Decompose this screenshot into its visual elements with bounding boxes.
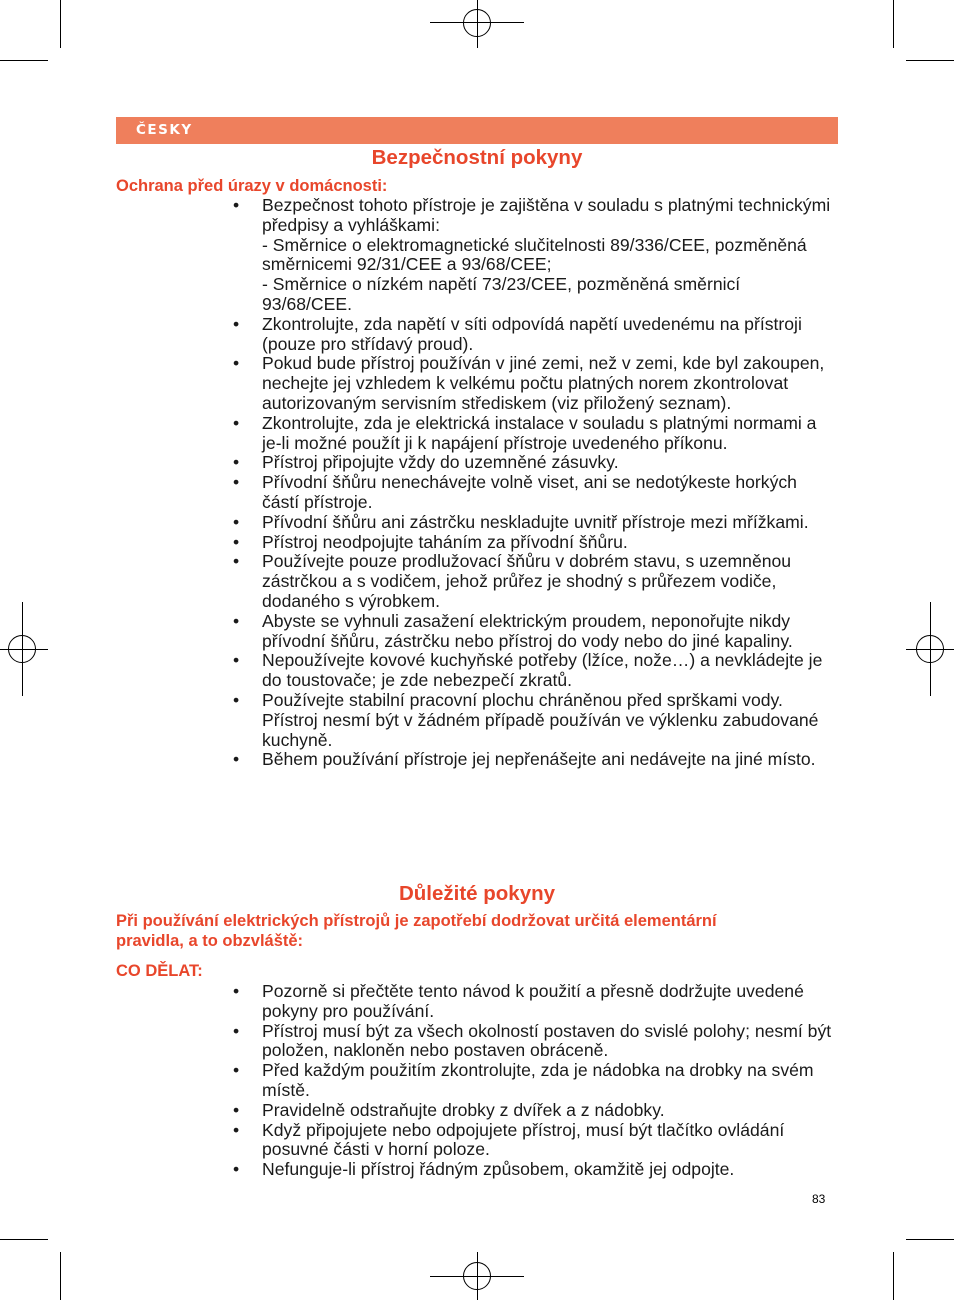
bullet-icon: • [233,749,240,770]
list-item [233,533,833,553]
bullet-icon: • [233,1119,240,1140]
language-label: ČESKY [136,122,193,138]
bullet-icon: • [233,981,240,1001]
list-item [233,1121,833,1161]
list-item-text: Používejte stabilní pracovní plochu chráněnou před sprškami vody. Přístroj nesmí být v žádném případě používán ve výklenku zabudované kuchyně. [262,689,819,750]
bullet-icon: • [233,452,240,473]
bullet-icon: • [233,353,240,374]
list-item [233,196,833,315]
list-item-text: Přístroj připojujte vždy do uzemněné zásuvky. [262,452,619,473]
page-number: 83 [812,1192,826,1206]
bullet-icon: • [233,531,240,552]
list-item [233,1022,833,1062]
list-item-text: Před každým použitím zkontrolujte, zda je nádobka na drobky na svém místě. [262,1060,814,1100]
bullet-icon: • [233,551,240,572]
list-item-text: Používejte pouze prodlužovací šňůru v dobrém stavu, s uzemněnou zástrčkou a s vodičem, jehož průřez je shodný s průřezem vodiče, dodaného s výrobkem. [262,551,792,611]
list-item-text: Když připojujete nebo odpojujete přístroj, musí být tlačítko ovládání posuvné části v horní poloze. [262,1119,785,1160]
list-item-text: Pozorně si přečtěte tento návod k použití a přesně dodržujte uvedené pokyny pro používání. [262,981,804,1021]
list-item-text: Přístroj musí být za všech okolností postaven do svislé polohy; nesmí být položen, nakloněn nebo postaven obráceně. [262,1020,832,1061]
list-item [233,453,833,473]
list-item-text: - Směrnice o elektromagnetické slučitelnosti 89/336/CEE, pozměněná směrnicemi 92/31/CEE a 93/68/CEE; [262,234,807,275]
list-item-text: Přístroj neodpojujte taháním za přívodní šňůru. [262,531,628,552]
list-item-text: Přívodní šňůru ani zástrčku neskladujte uvnitř přístroje mezi mřížkami. [262,511,809,532]
list-item [233,414,833,454]
bullet-icon: • [233,650,240,671]
list-item-text: Zkontrolujte, zda napětí v síti odpovídá napětí uvedenému na přístroji (pouze pro střídavý proud). [262,313,802,354]
bullet-icon: • [233,689,240,710]
bullet-icon: • [233,1060,240,1081]
do-label: CO DĚLAT: [116,962,203,980]
list-item [233,552,833,611]
language-header-bar [116,117,838,144]
section-subtitle-household: Ochrana před úrazy v domácnosti: [116,177,388,195]
bullet-icon: • [233,1159,240,1180]
section-title-safety: Bezpečnostní pokyny [371,146,583,169]
list-item [233,1160,833,1180]
section-subtitle-rules: Při používání elektrických přístrojů je zapotřebí dodržovat určitá elementární pravidla, a to obzvláště: [116,912,717,950]
list-item [233,1061,833,1101]
bullet-icon: • [233,472,240,493]
list-item-text: Přívodní šňůru nenechávejte volně viset, ani se nedotýkeste horkých částí přístroje. [262,472,797,512]
list-item [233,315,833,355]
list-item-text: Pokud bude přístroj používán v jiné zemi, než v zemi, kde byl zakoupen, nechejte jej vzhledem k velkému počtu platných norem zkontrolovat autorizovaným servisním střediskem (viz přiložený seznam). [262,353,825,413]
list-item [233,982,833,1022]
list-item-text: Nefunguje-li přístroj řádným způsobem, okamžitě jej odpojte. [262,1159,735,1180]
list-item [233,1101,833,1121]
list-item [233,691,833,750]
list-item [233,750,833,770]
list-item [233,651,833,691]
list-item [233,473,833,513]
section-title-important: Důležité pokyny [398,882,556,905]
list-item-text: Nepoužívejte kovové kuchyňské potřeby (lžíce, nože…) a nevkládejte je do toustovače; je zde nebezpečí zkratů. [262,650,823,691]
list-item [233,612,833,652]
list-item-text: Zkontrolujte, zda je elektrická instalace v souladu s platnými normami a je-li možné použít ji k napájení přístroje uvedeného příkonu. [262,412,817,453]
bullet-icon: • [233,195,240,215]
bullet-icon: • [233,1020,240,1041]
list-item [233,513,833,533]
bullet-icon: • [233,511,240,532]
bullet-icon: • [233,610,240,631]
list-item-text: Bezpečnost tohoto přístroje je zajištěna v souladu s platnými technickými předpisy a vyhláškami: [262,195,831,235]
list-item-text: - Směrnice o nízkém napětí 73/23/CEE, pozměněná směrnicí 93/68/CEE. [262,274,741,314]
list-item [233,354,833,413]
safety-instructions-list [233,196,833,770]
important-instructions-list [233,982,833,1180]
list-item-text: Pravidelně odstraňujte drobky z dvířek a z nádobky. [262,1099,665,1120]
bullet-icon: • [233,313,240,334]
list-item-text: Během používání přístroje jej nepřenášejte ani nedávejte na jiné místo. [262,749,816,770]
bullet-icon: • [233,1099,240,1120]
bullet-icon: • [233,412,240,433]
list-item-text: Abyste se vyhnuli zasažení elektrickým proudem, neponořujte nikdy přívodní šňůru, zástrčku nebo přístroj do vody nebo do jiné kapaliny. [262,610,793,651]
